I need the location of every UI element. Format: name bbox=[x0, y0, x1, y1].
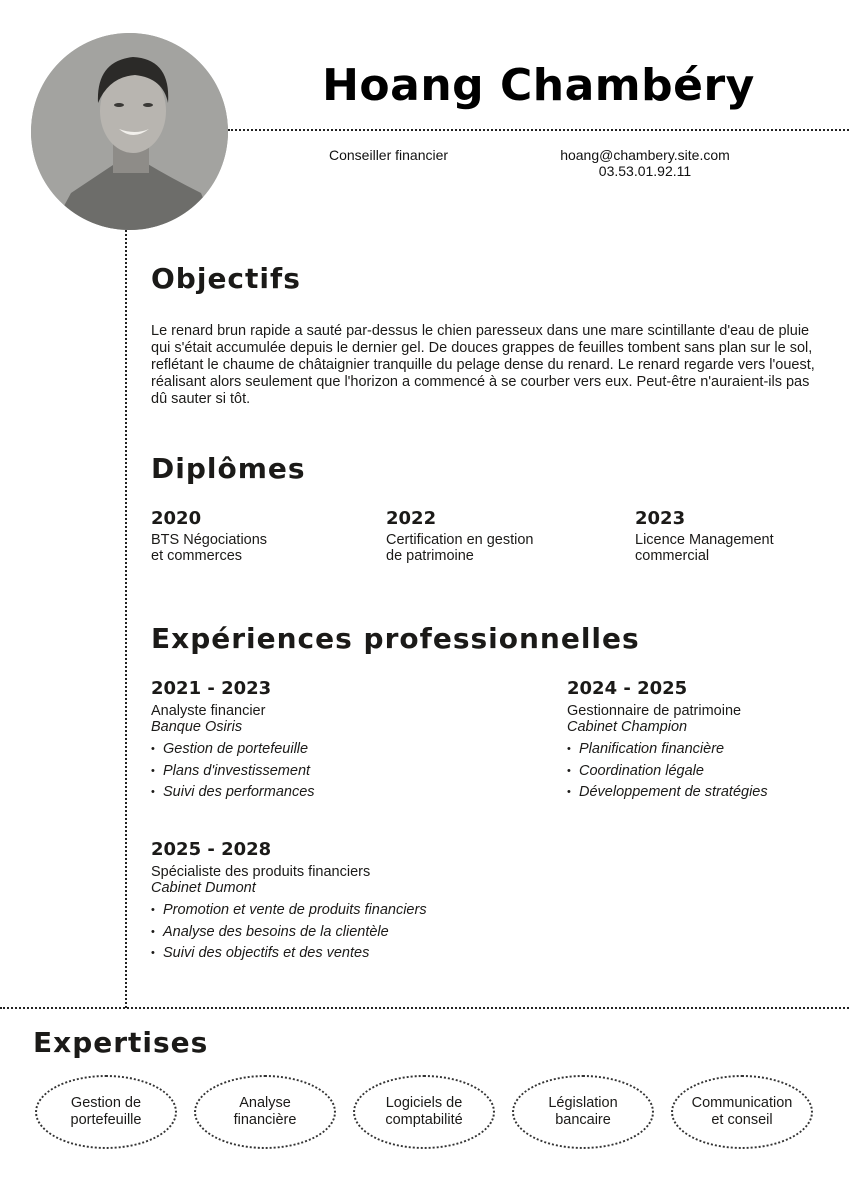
diploma-label bbox=[635, 533, 774, 564]
task-list bbox=[151, 900, 427, 965]
experience-title: Expériences professionnelles bbox=[151, 622, 640, 655]
diploma-label-line: Licence Management bbox=[635, 532, 774, 548]
experience-period: 2021 - 2023 bbox=[151, 678, 272, 699]
diploma-label-line: et commerces bbox=[151, 547, 243, 564]
pill-label-line: comptabilité bbox=[385, 1112, 463, 1128]
expertise-pill bbox=[35, 1075, 177, 1149]
task-item bbox=[151, 761, 315, 783]
expertise-pill bbox=[671, 1075, 813, 1149]
pill-label-line: financière bbox=[233, 1112, 297, 1128]
diplomas-title: Diplômes bbox=[151, 452, 306, 485]
profile-photo bbox=[31, 33, 228, 230]
diploma-label bbox=[386, 533, 534, 564]
task-text: Gestion de portefeuille bbox=[163, 741, 309, 757]
contact-info bbox=[530, 147, 760, 179]
task-text: Coordination légale bbox=[579, 762, 704, 779]
bullet-icon: • bbox=[567, 786, 571, 798]
task-text: Développement de stratégies bbox=[579, 784, 768, 800]
bullet-icon: • bbox=[151, 786, 155, 798]
pill-label-line: et conseil bbox=[711, 1112, 773, 1128]
pill-label-line: portefeuille bbox=[70, 1112, 142, 1128]
experience-item bbox=[151, 678, 315, 804]
phone-number: 03.53.01.92.11 bbox=[598, 163, 692, 179]
diploma-label-line: Certification en gestion bbox=[386, 532, 534, 548]
task-item bbox=[151, 943, 427, 965]
bullet-icon: • bbox=[151, 925, 155, 938]
experience-role: Analyste financier bbox=[151, 703, 266, 719]
diploma-year: 2023 bbox=[635, 508, 686, 529]
pill-label-line: Gestion de bbox=[70, 1095, 142, 1111]
task-text: Suivi des performances bbox=[163, 784, 315, 800]
task-text: Planification financière bbox=[579, 741, 725, 757]
pill-label-line: bancaire bbox=[555, 1112, 611, 1128]
bullet-icon: • bbox=[151, 904, 155, 916]
expertise-pill bbox=[512, 1075, 654, 1149]
task-item bbox=[567, 782, 768, 804]
timeline-divider bbox=[125, 230, 127, 1008]
task-item bbox=[151, 782, 315, 804]
bullet-icon: • bbox=[151, 764, 155, 777]
header-divider bbox=[228, 129, 849, 131]
pill-label-line: Communication bbox=[691, 1095, 793, 1111]
experience-period: 2024 - 2025 bbox=[567, 678, 688, 699]
bullet-icon: • bbox=[151, 743, 155, 755]
expertise-pill bbox=[353, 1075, 495, 1149]
diploma-item bbox=[386, 508, 534, 564]
email-link[interactable]: hoang@chambery.site.com bbox=[560, 147, 730, 163]
bullet-icon: • bbox=[151, 947, 155, 959]
task-text: Plans d'investissement bbox=[163, 762, 311, 779]
task-item bbox=[151, 922, 427, 944]
objectives-title: Objectifs bbox=[151, 262, 301, 295]
experience-period: 2025 - 2028 bbox=[151, 839, 272, 860]
diploma-label bbox=[151, 533, 267, 564]
experience-role: Gestionnaire de patrimoine bbox=[567, 703, 742, 719]
task-item bbox=[567, 739, 768, 761]
diploma-item bbox=[151, 508, 267, 564]
task-text: Promotion et vente de produits financiers bbox=[163, 902, 427, 918]
diploma-label-line: commercial bbox=[635, 547, 710, 564]
task-text: Analyse des besoins de la clientèle bbox=[163, 923, 389, 940]
experience-company: Cabinet Dumont bbox=[151, 880, 256, 896]
experience-item bbox=[151, 839, 427, 965]
bullet-icon: • bbox=[567, 743, 571, 755]
diploma-label-line: BTS Négociations bbox=[151, 532, 268, 548]
objectives-text: Le renard brun rapide a sauté par-dessus le chien paresseux dans une mare scintillante d'eau de pluie qui s'était accumulée depuis le dernier gel. De douces grappes de feuilles tombent sans plan sur le sol, reflétant le chaume de châtaignier tranquille du pelage dense du renard. Le renard regarde vers l'ouest, réalisant alors seulement que l'horizon a commencé à se courber vers eux. Peut-être n'auraient-ils pas dû sauter si tôt. bbox=[151, 323, 815, 407]
expertise-pill bbox=[194, 1075, 336, 1149]
task-item bbox=[567, 761, 768, 783]
diploma-label-line: de patrimoine bbox=[386, 547, 474, 564]
expertise-title: Expertises bbox=[33, 1026, 209, 1059]
footer-divider bbox=[0, 1007, 849, 1009]
task-item bbox=[151, 900, 427, 922]
task-text: Suivi des objectifs et des ventes bbox=[163, 945, 370, 961]
diploma-year: 2020 bbox=[151, 508, 202, 529]
pill-label-line: Législation bbox=[548, 1095, 618, 1111]
task-item bbox=[151, 739, 315, 761]
diploma-item bbox=[635, 508, 774, 564]
experience-item bbox=[567, 678, 768, 804]
candidate-name: Hoang Chambéry bbox=[322, 60, 755, 111]
experience-company: Cabinet Champion bbox=[567, 719, 688, 735]
pill-label-line: Logiciels de bbox=[385, 1095, 463, 1111]
experience-role: Spécialiste des produits financiers bbox=[151, 864, 371, 880]
bullet-icon: • bbox=[567, 764, 571, 777]
job-title: Conseiller financier bbox=[329, 147, 449, 163]
portrait-image bbox=[31, 33, 228, 230]
experience-company: Banque Osiris bbox=[151, 719, 243, 735]
pill-label-line: Analyse bbox=[239, 1095, 291, 1111]
task-list bbox=[567, 739, 768, 804]
diploma-year: 2022 bbox=[386, 508, 437, 529]
task-list bbox=[151, 739, 315, 804]
